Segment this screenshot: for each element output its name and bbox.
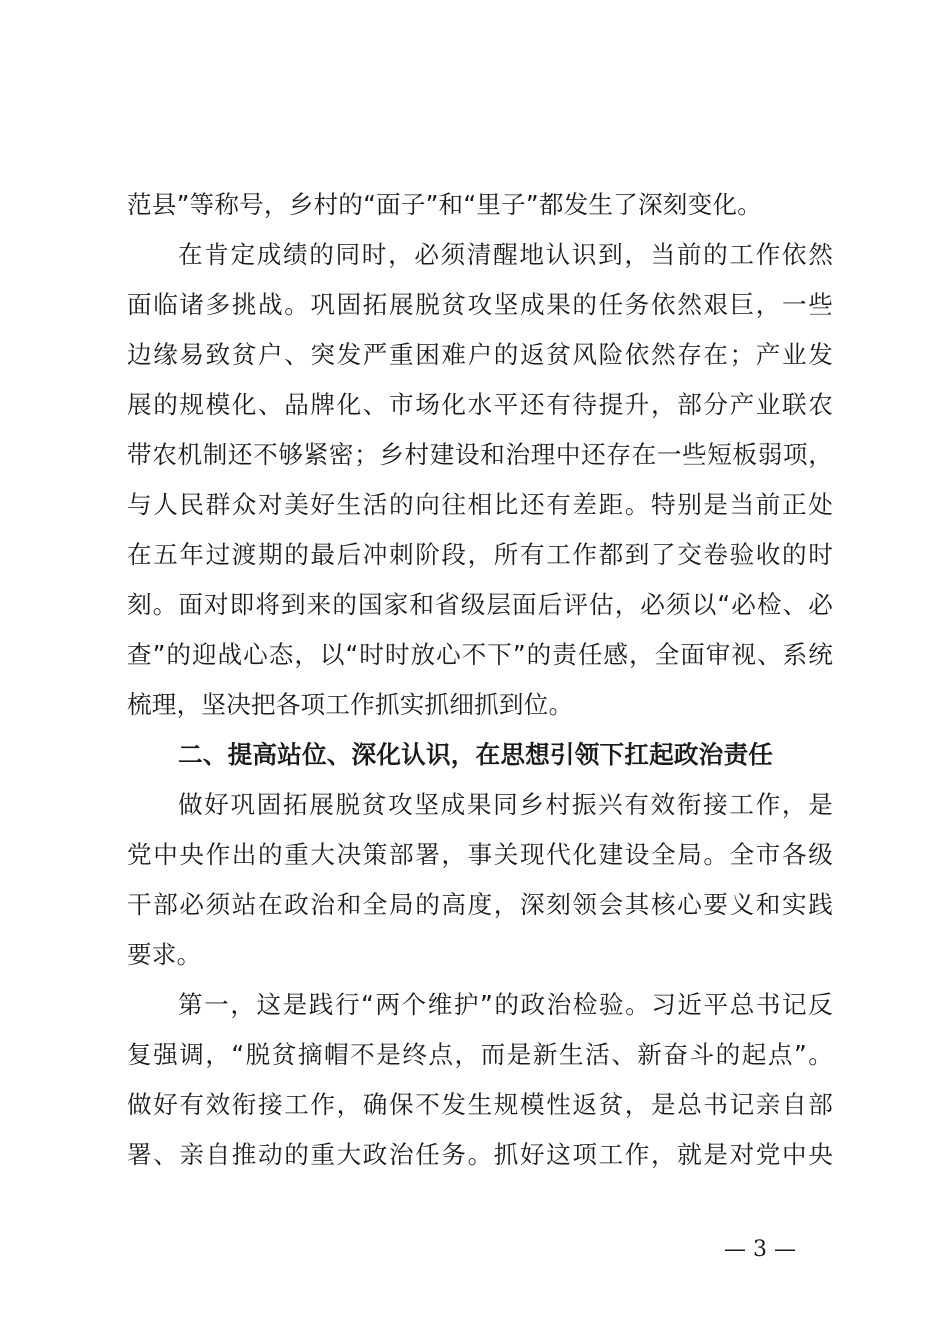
body-line: 署、亲自推动的重大政治任务。抓好这项工作，就是对党中央 <box>127 1140 833 1169</box>
body-line: 在五年过渡期的最后冲刺阶段，所有工作都到了交卷验收的时 <box>127 540 833 569</box>
section-heading: 二、提高站位、深化认识，在思想引领下扛起政治责任 <box>178 740 774 769</box>
body-line: 展的规模化、品牌化、市场化水平还有待提升，部分产业联农 <box>127 390 833 419</box>
body-line: 要求。 <box>127 940 202 969</box>
body-line: 刻。面对即将到来的国家和省级层面后评估，必须以“必检、必 <box>127 590 833 619</box>
body-line: 范县”等称号，乡村的“面子”和“里子”都发生了深刻变化。 <box>127 190 762 219</box>
body-line: 干部必须站在政治和全局的高度，深刻领会其核心要义和实践 <box>127 890 833 919</box>
body-line: 与人民群众对美好生活的向往相比还有差距。特别是当前正处 <box>127 490 833 519</box>
paragraph-first-line: 在肯定成绩的同时，必须清醒地认识到，当前的工作依然 <box>178 240 833 269</box>
page-number: — 3 — <box>724 1237 796 1262</box>
body-line: 复强调，“脱贫摘帽不是终点，而是新生活、新奋斗的起点”。 <box>127 1040 833 1069</box>
body-line: 做好有效衔接工作，确保不发生规模性返贫，是总书记亲自部 <box>127 1090 833 1119</box>
body-line: 党中央作出的重大决策部署，事关现代化建设全局。全市各级 <box>127 840 833 869</box>
body-line: 带农机制还不够紧密；乡村建设和治理中还存在一些短板弱项， <box>127 440 833 469</box>
body-line: 边缘易致贫户、突发严重困难户的返贫风险依然存在；产业发 <box>127 340 833 369</box>
body-line: 梳理，坚决把各项工作抓实抓细抓到位。 <box>127 690 574 719</box>
paragraph-first-line: 做好巩固拓展脱贫攻坚成果同乡村振兴有效衔接工作，是 <box>178 790 833 819</box>
paragraph-first-line: 第一，这是践行“两个维护”的政治检验。习近平总书记反 <box>178 990 833 1019</box>
body-line: 面临诸多挑战。巩固拓展脱贫攻坚成果的任务依然艰巨，一些 <box>127 290 833 319</box>
body-line: 查”的迎战心态，以“时时放心不下”的责任感，全面审视、系统 <box>127 640 833 669</box>
